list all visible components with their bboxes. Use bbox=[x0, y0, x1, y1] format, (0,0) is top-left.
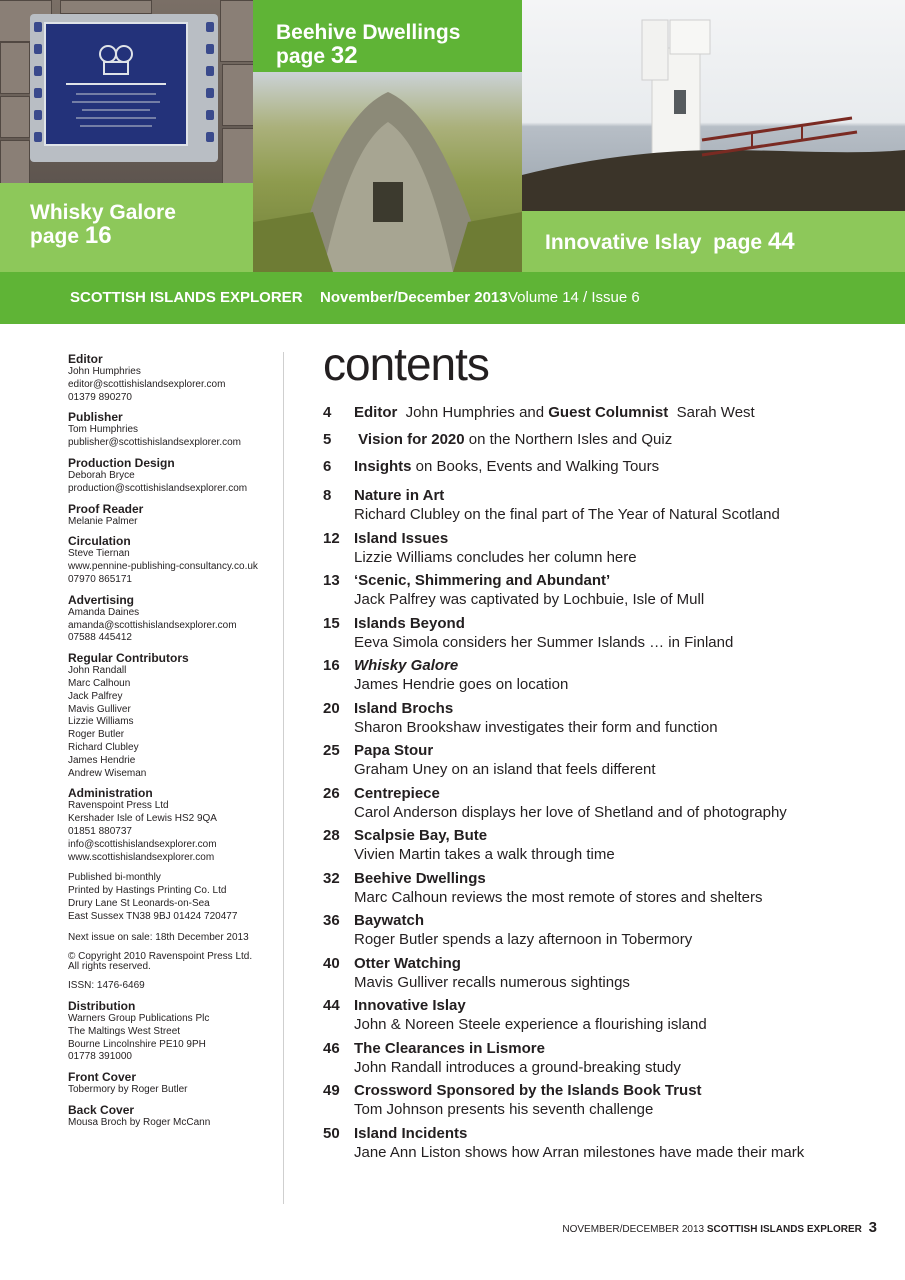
masthead-heading: Back Cover bbox=[68, 1103, 135, 1118]
toc-description: Marc Calhoun reviews the most remote of stores and shelters bbox=[354, 888, 763, 906]
masthead-line: Lizzie Williams bbox=[68, 716, 134, 728]
toc-description: Richard Clubley on the final part of The Year of Natural Scotland bbox=[354, 506, 780, 523]
masthead-line: John Humphries bbox=[68, 366, 141, 377]
masthead-line: 07970 865171 bbox=[68, 573, 132, 585]
toc-entry[interactable] bbox=[323, 911, 883, 950]
feature-panel-beehive[interactable] bbox=[253, 0, 522, 72]
feature-title-beehive: Beehive Dwellings page 32 bbox=[276, 21, 461, 69]
masthead-line: 01851 880737 bbox=[68, 825, 132, 837]
toc-title: Insights bbox=[354, 458, 412, 475]
masthead-line: Melanie Palmer bbox=[68, 515, 138, 527]
masthead-line: editor@scottishislandsexplorer.com bbox=[68, 378, 226, 390]
whisky-galore-photo bbox=[0, 0, 253, 183]
toc-entry[interactable] bbox=[323, 457, 883, 477]
toc-line bbox=[354, 430, 883, 450]
innovative-islay-photo bbox=[522, 0, 905, 211]
masthead-heading: Publisher bbox=[68, 410, 123, 425]
masthead-line: www.scottishislandsexplorer.com bbox=[68, 851, 215, 863]
masthead-line: info@scottishislandsexplorer.com bbox=[68, 838, 217, 850]
toc-title: Otter Watching bbox=[354, 954, 461, 972]
issn: ISSN: 1476-6469 bbox=[68, 980, 145, 992]
toc-description: Eeva Simola considers her Summer Islands … in Finland bbox=[354, 633, 734, 651]
toc-description: Lizzie Williams concludes her column here bbox=[354, 548, 637, 566]
toc-title: Nature in Art bbox=[354, 487, 445, 504]
magazine-name: SCOTTISH ISLANDS EXPLORER bbox=[70, 289, 303, 306]
toc-description: John & Noreen Steele experience a flourishing island bbox=[354, 1016, 707, 1033]
toc-page-number: 28 bbox=[323, 827, 340, 844]
toc-entry[interactable] bbox=[323, 1039, 883, 1078]
table-of-contents bbox=[323, 403, 883, 1166]
toc-title: Papa Stour bbox=[354, 742, 434, 759]
toc-page-number: 12 bbox=[323, 529, 340, 547]
masthead-block bbox=[68, 456, 278, 496]
toc-page-number: 5 bbox=[323, 431, 332, 448]
masthead-line: 01379 890270 bbox=[68, 391, 132, 403]
masthead-block bbox=[68, 651, 278, 780]
masthead-line: Mavis Gulliver bbox=[68, 703, 131, 715]
masthead-heading: Production Design bbox=[68, 455, 175, 470]
toc-entry[interactable] bbox=[323, 656, 883, 695]
masthead-block bbox=[68, 352, 278, 404]
masthead-heading: Front Cover bbox=[68, 1070, 137, 1085]
toc-entry[interactable] bbox=[323, 996, 883, 1035]
toc-title: Editor bbox=[354, 404, 398, 421]
masthead-block bbox=[68, 502, 278, 529]
masthead-line: Bourne Lincolnshire PE10 9PH bbox=[68, 1038, 206, 1050]
masthead-line: The Maltings West Street bbox=[68, 1025, 181, 1037]
masthead-line: Jack Palfrey bbox=[68, 690, 123, 702]
toc-page-number: 8 bbox=[323, 487, 332, 504]
toc-entry[interactable] bbox=[323, 826, 883, 865]
masthead-line: amanda@scottishislandsexplorer.com bbox=[68, 619, 237, 631]
masthead-line: John Randall bbox=[68, 665, 127, 677]
beehive-dwellings-photo bbox=[253, 72, 522, 272]
toc-title: Innovative Islay bbox=[354, 997, 466, 1014]
toc-description: Sharon Brookshaw investigates their form and function bbox=[354, 718, 718, 736]
masthead-line: Roger Butler bbox=[68, 729, 125, 741]
toc-title: ‘Scenic, Shimmering and Abundant’ bbox=[354, 572, 611, 589]
masthead-heading: Distribution bbox=[68, 999, 136, 1014]
toc-title: Island Incidents bbox=[354, 1124, 468, 1142]
distribution-list bbox=[68, 999, 278, 1130]
issue-header-bar bbox=[0, 272, 905, 324]
toc-page-number: 20 bbox=[323, 699, 340, 717]
toc-description: Graham Uney on an island that feels different bbox=[354, 761, 656, 778]
copyright: © Copyright 2010 Ravenspoint Press Ltd. All rights reserved. bbox=[68, 951, 253, 973]
masthead-line: James Hendrie bbox=[68, 754, 136, 766]
toc-title: Islands Beyond bbox=[354, 614, 465, 632]
masthead-line: publisher@scottishislandsexplorer.com bbox=[68, 437, 242, 449]
toc-page-number: 15 bbox=[323, 614, 340, 632]
issue-volume: Volume 14 / Issue 6 bbox=[508, 289, 640, 306]
toc-line bbox=[354, 457, 883, 477]
masthead-line: Richard Clubley bbox=[68, 741, 139, 753]
masthead-line: Tobermory by Roger Butler bbox=[68, 1084, 188, 1096]
masthead-line: production@scottishislandsexplorer.com bbox=[68, 482, 248, 494]
contents-heading: contents bbox=[323, 338, 489, 390]
masthead-line: Kershader Isle of Lewis HS2 9QA bbox=[68, 813, 217, 825]
toc-entry[interactable] bbox=[323, 403, 883, 423]
masthead-heading: Editor bbox=[68, 352, 103, 366]
publishing-info: Published bi-monthly Printed by Hastings Printing Co. Ltd Drury Lane St Leonards-on-Sea East Sussex TN38 9BJ 01424 720477 bbox=[68, 872, 238, 922]
toc-entry[interactable] bbox=[323, 1081, 883, 1120]
masthead-line: 07588 445412 bbox=[68, 632, 132, 644]
issue-date: November/December 2013 bbox=[320, 289, 508, 306]
toc-title: Guest Columnist bbox=[548, 404, 669, 421]
toc-title: Baywatch bbox=[354, 912, 425, 929]
masthead-line: Ravenspoint Press Ltd bbox=[68, 800, 169, 812]
toc-description: Carol Anderson displays her love of Shetland and of photography bbox=[354, 803, 787, 821]
toc-description: Tom Johnson presents his seventh challenge bbox=[354, 1101, 654, 1118]
masthead-heading: Circulation bbox=[68, 534, 131, 549]
masthead-block bbox=[68, 593, 278, 645]
toc-text: John Humphries and bbox=[397, 404, 549, 421]
masthead-line: Deborah Bryce bbox=[68, 469, 135, 481]
masthead-line: Tom Humphries bbox=[68, 424, 139, 436]
toc-description: James Hendrie goes on location bbox=[354, 676, 569, 693]
masthead-line: www.pennine-publishing-consultancy.co.uk bbox=[68, 561, 258, 573]
masthead-block bbox=[68, 786, 278, 864]
toc-page-number: 40 bbox=[323, 954, 340, 972]
toc-page-number: 26 bbox=[323, 784, 340, 802]
toc-title: The Clearances in Lismore bbox=[354, 1039, 545, 1057]
toc-entry[interactable] bbox=[323, 954, 883, 993]
masthead-heading: Administration bbox=[68, 786, 153, 801]
toc-title: Crossword Sponsored by the Islands Book Trust bbox=[354, 1082, 702, 1099]
feature-panel-whisky[interactable] bbox=[0, 183, 253, 272]
masthead-heading: Regular Contributors bbox=[68, 651, 189, 666]
toc-title: Beehive Dwellings bbox=[354, 869, 486, 887]
toc-entry[interactable] bbox=[323, 486, 883, 525]
masthead-line: Marc Calhoun bbox=[68, 677, 131, 689]
masthead-heading: Proof Reader bbox=[68, 501, 144, 516]
masthead-block bbox=[68, 999, 278, 1064]
toc-entry[interactable] bbox=[323, 699, 883, 738]
toc-description: Roger Butler spends a lazy afternoon in Tobermory bbox=[354, 931, 693, 948]
toc-text: on the Northern Isles and Quiz bbox=[464, 431, 673, 448]
masthead-sidebar bbox=[68, 352, 278, 1136]
toc-entry[interactable] bbox=[323, 869, 883, 908]
toc-title: Vision for 2020 bbox=[354, 431, 465, 448]
toc-page-number: 4 bbox=[323, 404, 332, 421]
toc-entry[interactable] bbox=[323, 430, 883, 450]
toc-page-number: 25 bbox=[323, 742, 340, 759]
toc-title: Scalpsie Bay, Bute bbox=[354, 827, 488, 844]
toc-description: Jack Palfrey was captivated by Lochbuie, Isle of Mull bbox=[354, 591, 705, 608]
toc-title: Island Brochs bbox=[354, 699, 454, 717]
toc-page-number: 49 bbox=[323, 1082, 340, 1099]
toc-page-number: 6 bbox=[323, 458, 332, 475]
plaque-face bbox=[44, 22, 188, 146]
masthead-line: Andrew Wiseman bbox=[68, 767, 147, 779]
masthead-block bbox=[68, 534, 278, 586]
toc-entry[interactable] bbox=[323, 529, 883, 568]
feature-title-whisky: Whisky Galore page 16 bbox=[30, 201, 176, 249]
masthead-block bbox=[68, 1070, 278, 1097]
toc-title: Island Issues bbox=[354, 529, 449, 547]
toc-text: on Books, Events and Walking Tours bbox=[411, 458, 660, 475]
toc-page-number: 44 bbox=[323, 997, 340, 1014]
toc-description: Mavis Gulliver recalls numerous sightings bbox=[354, 973, 630, 991]
toc-entry[interactable] bbox=[323, 1124, 883, 1163]
toc-text: Sarah West bbox=[668, 404, 755, 421]
masthead-line: Amanda Daines bbox=[68, 606, 140, 618]
toc-entry[interactable] bbox=[323, 741, 883, 780]
masthead-line: Mousa Broch by Roger McCann bbox=[68, 1117, 211, 1129]
toc-line bbox=[354, 403, 883, 423]
page-footer bbox=[562, 1219, 877, 1236]
toc-entry[interactable] bbox=[323, 784, 883, 823]
toc-page-number: 32 bbox=[323, 869, 340, 887]
toc-title: Centrepiece bbox=[354, 784, 440, 802]
toc-entry[interactable] bbox=[323, 571, 883, 610]
footer-magazine: SCOTTISH ISLANDS EXPLORER bbox=[706, 1224, 862, 1235]
staff-list bbox=[68, 352, 278, 864]
toc-page-number: 46 bbox=[323, 1039, 340, 1057]
column-divider bbox=[283, 352, 284, 1204]
footer-date: NOVEMBER/DECEMBER 2013 bbox=[562, 1224, 705, 1235]
page-number: 3 bbox=[868, 1219, 877, 1236]
feature-panel-islay[interactable] bbox=[522, 211, 905, 272]
masthead-block bbox=[68, 410, 278, 450]
feature-title-islay: Innovative Islay page 44 bbox=[545, 228, 795, 255]
toc-description: Vivien Martin takes a walk through time bbox=[354, 846, 615, 863]
toc-page-number: 50 bbox=[323, 1124, 340, 1142]
toc-title: Whisky Galore bbox=[354, 657, 459, 674]
masthead-block bbox=[68, 1103, 278, 1130]
masthead-line: Steve Tiernan bbox=[68, 548, 130, 560]
toc-description: Jane Ann Liston shows how Arran milestones have made their mark bbox=[354, 1143, 805, 1161]
toc-page-number: 13 bbox=[323, 572, 340, 589]
toc-entry[interactable] bbox=[323, 614, 883, 653]
toc-page-number: 36 bbox=[323, 912, 340, 929]
toc-description: John Randall introduces a ground-breaking study bbox=[354, 1058, 681, 1076]
masthead-line: Warners Group Publications Plc bbox=[68, 1013, 210, 1025]
masthead-line: 01778 391000 bbox=[68, 1051, 132, 1063]
next-issue: Next issue on sale: 18th December 2013 bbox=[68, 931, 249, 943]
toc-page-number: 16 bbox=[323, 657, 340, 674]
masthead-heading: Advertising bbox=[68, 592, 135, 607]
